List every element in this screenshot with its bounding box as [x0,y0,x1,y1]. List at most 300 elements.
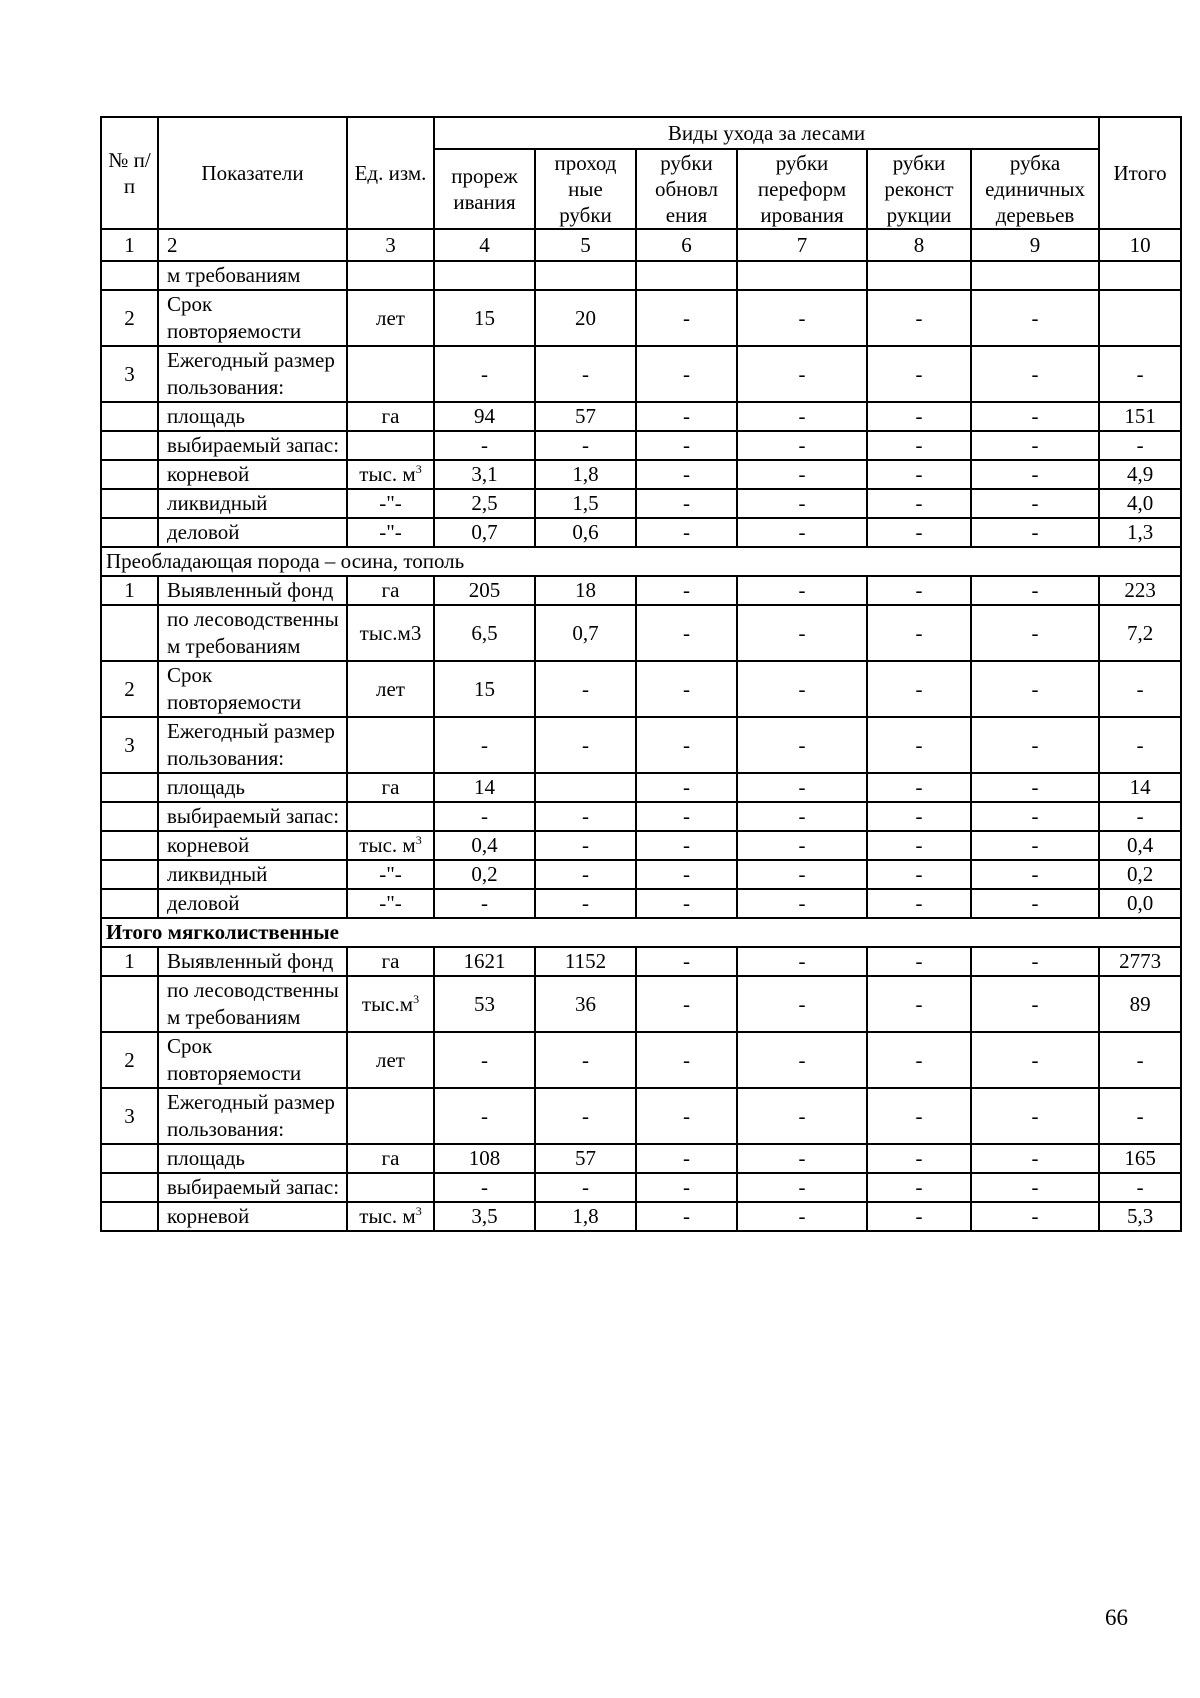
row-value: 6,5 [434,605,535,661]
row-value: - [636,1144,737,1173]
row-total: 14 [1099,773,1181,802]
row-value [636,261,737,290]
row-value: 57 [535,1144,636,1173]
row-unit [347,831,434,860]
row-value: - [971,518,1099,547]
header-group-title: Виды ухода за лесами [434,117,1099,149]
row-indicator: корневой [158,831,347,860]
row-indicator: Выявленный фонд [158,947,347,976]
table-row [101,976,1181,1032]
row-value: - [737,1202,867,1231]
row-indicator: деловой [158,518,347,547]
row-value: 108 [434,1144,535,1173]
row-value: - [636,402,737,431]
row-value: - [434,1173,535,1202]
table-row [101,489,1181,518]
unit-text: тыс. м [359,1204,416,1228]
row-value: - [867,489,971,518]
col-number: 10 [1099,229,1181,261]
row-total: 89 [1099,976,1181,1032]
row-value: - [636,1088,737,1144]
row-number [101,489,158,518]
row-value: - [867,889,971,918]
row-indicator: Ежегодный размер пользования: [158,346,347,402]
row-value: - [636,489,737,518]
row-value: - [737,976,867,1032]
header-type-4: рубки переформ ирования [737,149,867,229]
unit-text: га [381,775,400,799]
header-type-5: рубки реконст рукции [867,149,971,229]
row-value: - [971,947,1099,976]
unit-superscript: 3 [415,833,422,847]
row-total: - [1099,1032,1181,1088]
row-value: - [737,431,867,460]
col-number: 5 [535,229,636,261]
row-value: - [867,661,971,717]
row-total: - [1099,802,1181,831]
row-number: 3 [101,717,158,773]
row-value: 53 [434,976,535,1032]
row-value [867,261,971,290]
row-value: - [737,489,867,518]
unit-text: -"- [379,862,402,886]
unit-text: га [381,1146,400,1170]
row-value: - [867,1144,971,1173]
row-value: - [434,431,535,460]
row-indicator: Срок повторяемости [158,1032,347,1088]
col-number: 9 [971,229,1099,261]
row-number [101,831,158,860]
section-title: Преобладающая порода – осина, тополь [101,547,1181,576]
row-value: 18 [535,576,636,605]
row-unit [347,431,434,460]
row-value: 0,2 [434,860,535,889]
header-type-6: рубка единичных деревьев [971,149,1099,229]
row-number: 1 [101,947,158,976]
row-number: 3 [101,346,158,402]
row-value: - [737,661,867,717]
row-indicator: корневой [158,460,347,489]
row-value: - [971,489,1099,518]
table-row [101,831,1181,860]
row-unit [347,773,434,802]
row-value: - [636,831,737,860]
row-value: - [867,290,971,346]
section-row [101,547,1181,576]
row-value: - [737,802,867,831]
row-value: - [971,576,1099,605]
row-unit [347,576,434,605]
unit-superscript: 3 [415,462,422,476]
unit-text: тыс. м [359,462,416,486]
table-row [101,717,1181,773]
row-unit [347,1202,434,1231]
row-value: - [434,1088,535,1144]
table-row [101,402,1181,431]
row-value: - [971,402,1099,431]
row-value: - [867,402,971,431]
row-total [1099,261,1181,290]
row-value: - [971,831,1099,860]
row-value: - [867,773,971,802]
row-unit [347,947,434,976]
row-value: - [737,460,867,489]
row-number: 2 [101,290,158,346]
row-value: - [867,1088,971,1144]
row-value: - [867,431,971,460]
row-value: - [737,605,867,661]
row-value: 1152 [535,947,636,976]
row-indicator: деловой [158,889,347,918]
row-value: - [867,1032,971,1088]
row-unit [347,1173,434,1202]
row-indicator: корневой [158,1202,347,1231]
col-number: 8 [867,229,971,261]
row-value: - [867,460,971,489]
row-value: - [535,346,636,402]
row-value: - [737,576,867,605]
row-value: - [971,860,1099,889]
row-indicator: Ежегодный размер пользования: [158,717,347,773]
header-total: Итого [1099,117,1181,229]
row-total: - [1099,1173,1181,1202]
col-number: 4 [434,229,535,261]
row-value: - [867,947,971,976]
row-total [1099,290,1181,346]
row-value: 205 [434,576,535,605]
row-unit [347,802,434,831]
table-row [101,1144,1181,1173]
unit-text: тыс.м [361,991,414,1016]
table-row [101,661,1181,717]
row-total: 223 [1099,576,1181,605]
row-value: 1621 [434,947,535,976]
col-number: 7 [737,229,867,261]
row-value: 0,7 [434,518,535,547]
row-value: - [867,976,971,1032]
row-number [101,802,158,831]
row-value: - [535,831,636,860]
table-row [101,1202,1181,1231]
row-value: - [636,576,737,605]
row-value: - [737,1088,867,1144]
row-value: - [636,802,737,831]
row-value: - [535,1173,636,1202]
row-total: 2773 [1099,947,1181,976]
table-row [101,947,1181,976]
row-number [101,1173,158,1202]
row-value: - [971,1202,1099,1231]
table-row [101,290,1181,346]
row-value: - [535,661,636,717]
col-number: 1 [101,229,158,261]
unit-superscript: 3 [415,1204,422,1218]
row-total: - [1099,1088,1181,1144]
row-indicator: Выявленный фонд [158,576,347,605]
row-value: - [971,773,1099,802]
col-number: 6 [636,229,737,261]
row-value: 20 [535,290,636,346]
row-number [101,1202,158,1231]
row-indicator: Срок повторяемости [158,661,347,717]
row-value: - [636,460,737,489]
row-value: - [867,605,971,661]
table-row [101,1173,1181,1202]
row-value: - [867,346,971,402]
row-unit [347,346,434,402]
row-value: 0,4 [434,831,535,860]
row-value: 3,1 [434,460,535,489]
row-number [101,773,158,802]
header-row-numbers [101,229,1181,261]
header-type-3: рубки обновл ения [636,149,737,229]
row-value: - [971,802,1099,831]
row-value: - [636,947,737,976]
row-indicator: по лесоводственны м требованиям [158,976,347,1032]
row-value: 15 [434,290,535,346]
row-unit [347,860,434,889]
row-value: - [737,518,867,547]
table-row [101,605,1181,661]
unit-text: га [381,404,400,428]
table-row [101,860,1181,889]
row-total: - [1099,431,1181,460]
row-total: 0,4 [1099,831,1181,860]
row-value: - [434,889,535,918]
section-row [101,918,1181,947]
row-value [971,261,1099,290]
row-number: 3 [101,1088,158,1144]
row-number [101,1144,158,1173]
row-number [101,605,158,661]
row-value: - [535,889,636,918]
row-number: 2 [101,1032,158,1088]
table-row [101,576,1181,605]
row-value: - [971,605,1099,661]
row-total: 0,0 [1099,889,1181,918]
row-value: - [636,860,737,889]
row-value: - [971,661,1099,717]
row-value: 36 [535,976,636,1032]
row-value: - [737,947,867,976]
table-row [101,346,1181,402]
row-value: - [867,1202,971,1231]
row-value: - [636,518,737,547]
table-row [101,1088,1181,1144]
row-value: - [636,1032,737,1088]
row-value: - [867,860,971,889]
row-total: 4,9 [1099,460,1181,489]
row-total: - [1099,717,1181,773]
row-indicator: Ежегодный размер пользования: [158,1088,347,1144]
table-row [101,460,1181,489]
row-value: - [636,290,737,346]
row-unit [347,717,434,773]
row-value: - [737,1144,867,1173]
row-unit [347,889,434,918]
unit-text: тыс.м3 [359,620,422,645]
row-number [101,261,158,290]
table-body [101,117,1181,1231]
row-value: - [434,717,535,773]
unit-text: га [381,949,400,973]
row-value: - [867,717,971,773]
header-type-2: проход ные рубки [535,149,636,229]
row-value: - [971,431,1099,460]
row-unit [347,518,434,547]
row-unit [347,1144,434,1173]
header-row-group [101,117,1181,149]
row-value: - [737,889,867,918]
row-number [101,889,158,918]
row-unit [347,661,434,717]
row-unit [347,976,434,1032]
row-value: - [636,431,737,460]
row-value: - [434,802,535,831]
row-value: - [737,773,867,802]
row-value: - [636,889,737,918]
row-number [101,860,158,889]
row-value: - [636,605,737,661]
row-indicator: Срок повторяемости [158,290,347,346]
header-unit: Ед. изм. [347,117,434,229]
row-unit [347,460,434,489]
col-number: 3 [347,229,434,261]
row-value: - [971,460,1099,489]
row-number [101,431,158,460]
row-value: - [867,802,971,831]
row-value: - [535,860,636,889]
row-value: - [434,346,535,402]
row-number [101,402,158,431]
row-value: - [737,717,867,773]
row-number [101,518,158,547]
row-indicator: выбираемый запас: [158,802,347,831]
row-indicator: выбираемый запас: [158,431,347,460]
row-value: - [737,402,867,431]
table-row [101,889,1181,918]
row-indicator: ликвидный [158,489,347,518]
row-value: - [636,346,737,402]
row-unit [347,261,434,290]
row-indicator: ликвидный [158,860,347,889]
row-value: 57 [535,402,636,431]
row-value: 0,6 [535,518,636,547]
row-value: - [636,661,737,717]
row-value [535,261,636,290]
unit-text: га [381,578,400,602]
header-indicator: Показатели [158,117,347,229]
col-number: 2 [158,229,347,261]
row-number: 1 [101,576,158,605]
row-value: - [971,346,1099,402]
unit-text: -"- [379,491,402,515]
header-type-1: прореж ивания [434,149,535,229]
row-value [535,773,636,802]
row-unit [347,1088,434,1144]
row-value: - [535,1088,636,1144]
row-unit [347,290,434,346]
row-indicator: м требованиям [158,261,347,290]
row-number: 2 [101,661,158,717]
row-total: 151 [1099,402,1181,431]
row-unit [347,489,434,518]
unit-text: лет [376,305,405,330]
row-value: - [737,290,867,346]
row-indicator: площадь [158,402,347,431]
row-value: 1,8 [535,1202,636,1231]
row-number [101,976,158,1032]
row-value: - [535,717,636,773]
table-row [101,518,1181,547]
row-value [434,261,535,290]
row-value: 15 [434,661,535,717]
unit-superscript: 3 [413,991,420,1006]
row-total: 0,2 [1099,860,1181,889]
row-value: - [535,431,636,460]
forest-care-table [100,116,1182,1232]
row-indicator: выбираемый запас: [158,1173,347,1202]
row-value: 3,5 [434,1202,535,1231]
row-value: - [737,1173,867,1202]
row-value: - [971,976,1099,1032]
row-unit [347,402,434,431]
unit-text: -"- [379,520,402,544]
row-indicator: площадь [158,1144,347,1173]
table-row [101,773,1181,802]
page-number: 66 [1105,1605,1128,1630]
unit-text: лет [376,676,405,701]
row-value: - [535,1032,636,1088]
header-num: № п/п [101,117,158,229]
row-value: - [535,802,636,831]
row-total: 5,3 [1099,1202,1181,1231]
row-value: - [867,1173,971,1202]
row-value: 2,5 [434,489,535,518]
row-value: - [737,346,867,402]
row-value: 14 [434,773,535,802]
row-indicator: по лесоводственны м требованиям [158,605,347,661]
row-total: 7,2 [1099,605,1181,661]
row-total: 1,3 [1099,518,1181,547]
row-value: - [971,1088,1099,1144]
row-value: - [971,717,1099,773]
row-value: - [434,1032,535,1088]
row-value: - [971,1032,1099,1088]
row-value: - [636,1173,737,1202]
row-value: - [867,831,971,860]
table-row [101,431,1181,460]
row-unit [347,1032,434,1088]
row-value: 1,5 [535,489,636,518]
row-value: 1,8 [535,460,636,489]
unit-text: лет [376,1047,405,1072]
row-value: - [867,518,971,547]
row-value: 94 [434,402,535,431]
row-value: 0,7 [535,605,636,661]
row-value [737,261,867,290]
row-value: - [971,889,1099,918]
row-value: - [971,290,1099,346]
section-title: Итого мягколиственные [101,918,1181,947]
row-value: - [636,717,737,773]
row-value: - [867,576,971,605]
row-value: - [636,976,737,1032]
row-indicator: площадь [158,773,347,802]
table-row [101,802,1181,831]
row-value: - [636,1202,737,1231]
row-value: - [737,1032,867,1088]
